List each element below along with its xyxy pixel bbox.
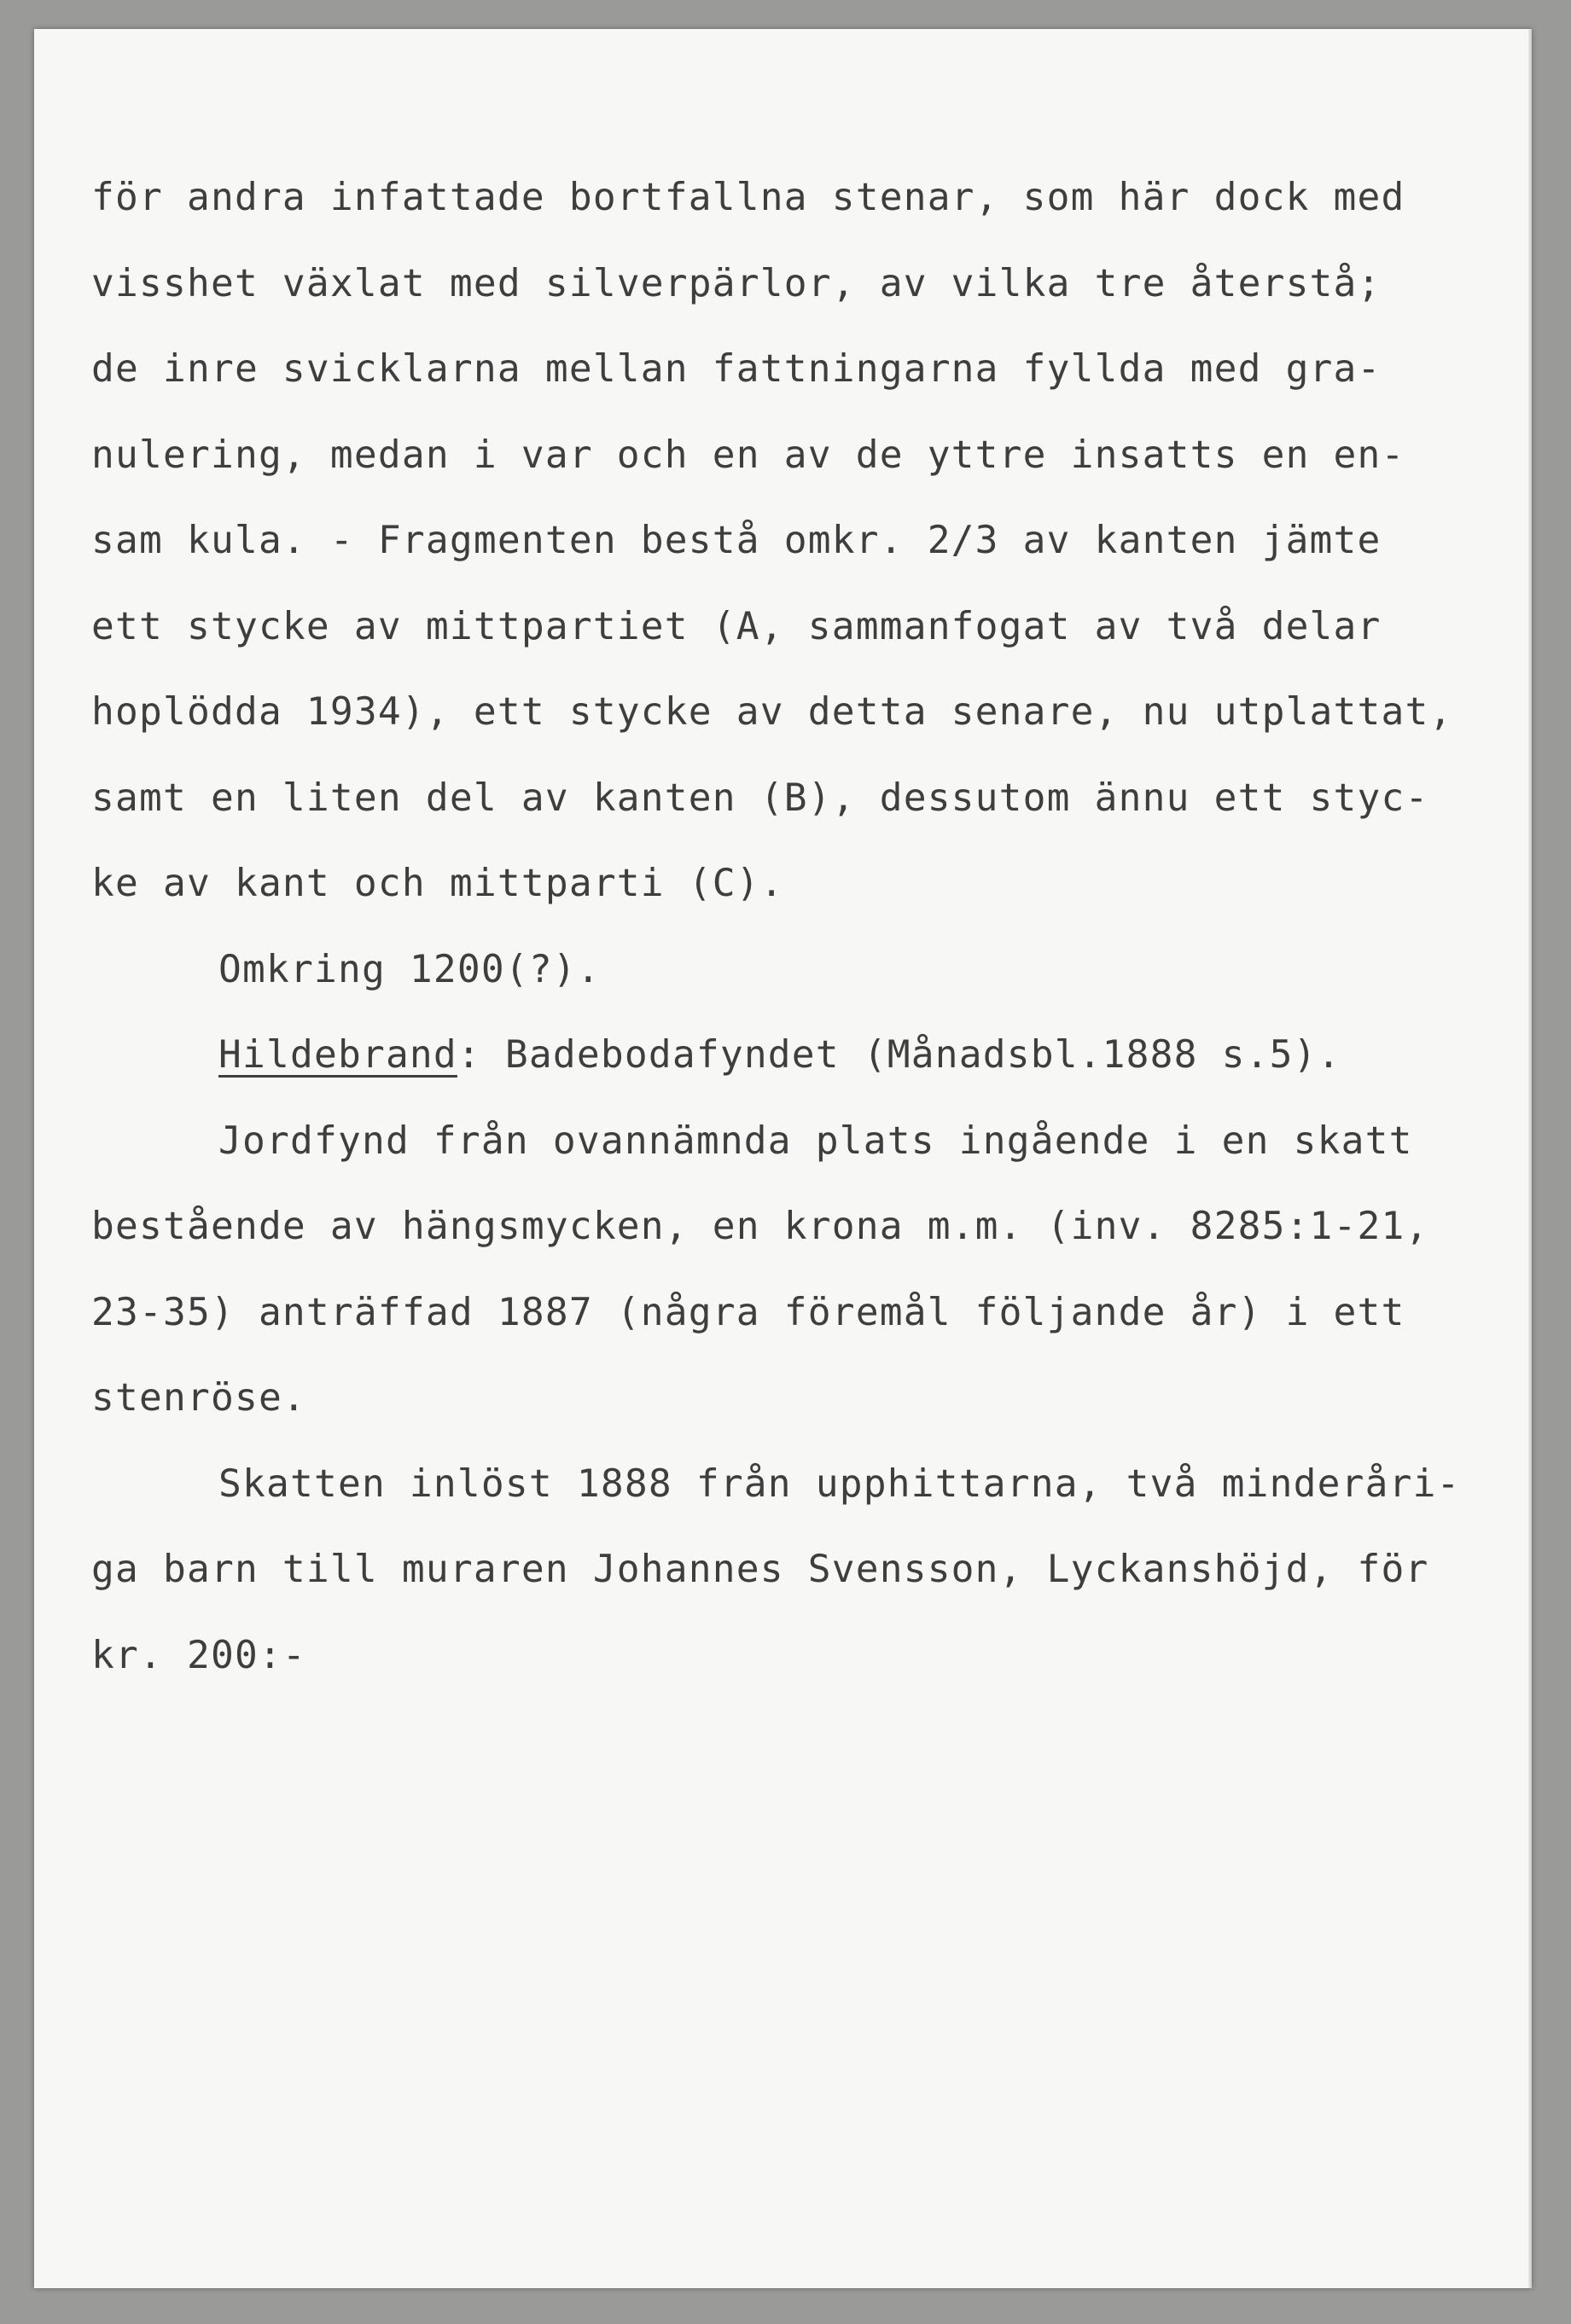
text-line: samt en liten del av kanten (B), dessutom ännu ett styc- bbox=[91, 776, 1429, 820]
find-paragraph-line: bestående av hängsmycken, en krona m.m. (inv. 8285:1-21, bbox=[91, 1205, 1429, 1248]
reference-title: : Badebodafyndet (Månadsbl.1888 s.5). bbox=[457, 1033, 1341, 1077]
purchase-paragraph-line: ga barn till muraren Johannes Svensson, Lyckanshöjd, för bbox=[91, 1548, 1429, 1591]
text-line: hoplödda 1934), ett stycke av detta senare, nu utplattat, bbox=[91, 690, 1453, 734]
document-page bbox=[34, 29, 1532, 2288]
reference-author: Hildebrand bbox=[218, 1033, 457, 1077]
text-line: visshet växlat med silverpärlor, av vilka tre återstå; bbox=[91, 261, 1382, 305]
text-line: de inre svicklarna mellan fattningarna fyllda med gra- bbox=[91, 347, 1382, 391]
text-line: ett stycke av mittpartiet (A, sammanfogat av två delar bbox=[91, 604, 1382, 648]
find-paragraph-line: Jordfynd från ovannämnda plats ingående i en skatt bbox=[218, 1118, 1413, 1163]
find-paragraph-line: stenröse. bbox=[91, 1376, 306, 1420]
reference-line bbox=[91, 1013, 1525, 1099]
purchase-paragraph-line: Skatten inlöst 1888 från upphittarna, två minderåri- bbox=[218, 1461, 1461, 1506]
text-line: nulering, medan i var och en av de yttre insatts en en- bbox=[91, 433, 1405, 477]
purchase-paragraph-line: kr. 200:- bbox=[91, 1633, 306, 1677]
dating-line: Omkring 1200(?). bbox=[218, 947, 601, 991]
text-line: sam kula. - Fragmenten bestå omkr. 2/3 av kanten jämte bbox=[91, 519, 1382, 562]
text-line: ke av kant och mittparti (C). bbox=[91, 862, 784, 905]
text-line: för andra infattade bortfallna stenar, som här dock med bbox=[91, 176, 1405, 219]
typewritten-text bbox=[91, 155, 1525, 1699]
find-paragraph-line: 23-35) anträffad 1887 (några föremål följande år) i ett bbox=[91, 1290, 1405, 1334]
